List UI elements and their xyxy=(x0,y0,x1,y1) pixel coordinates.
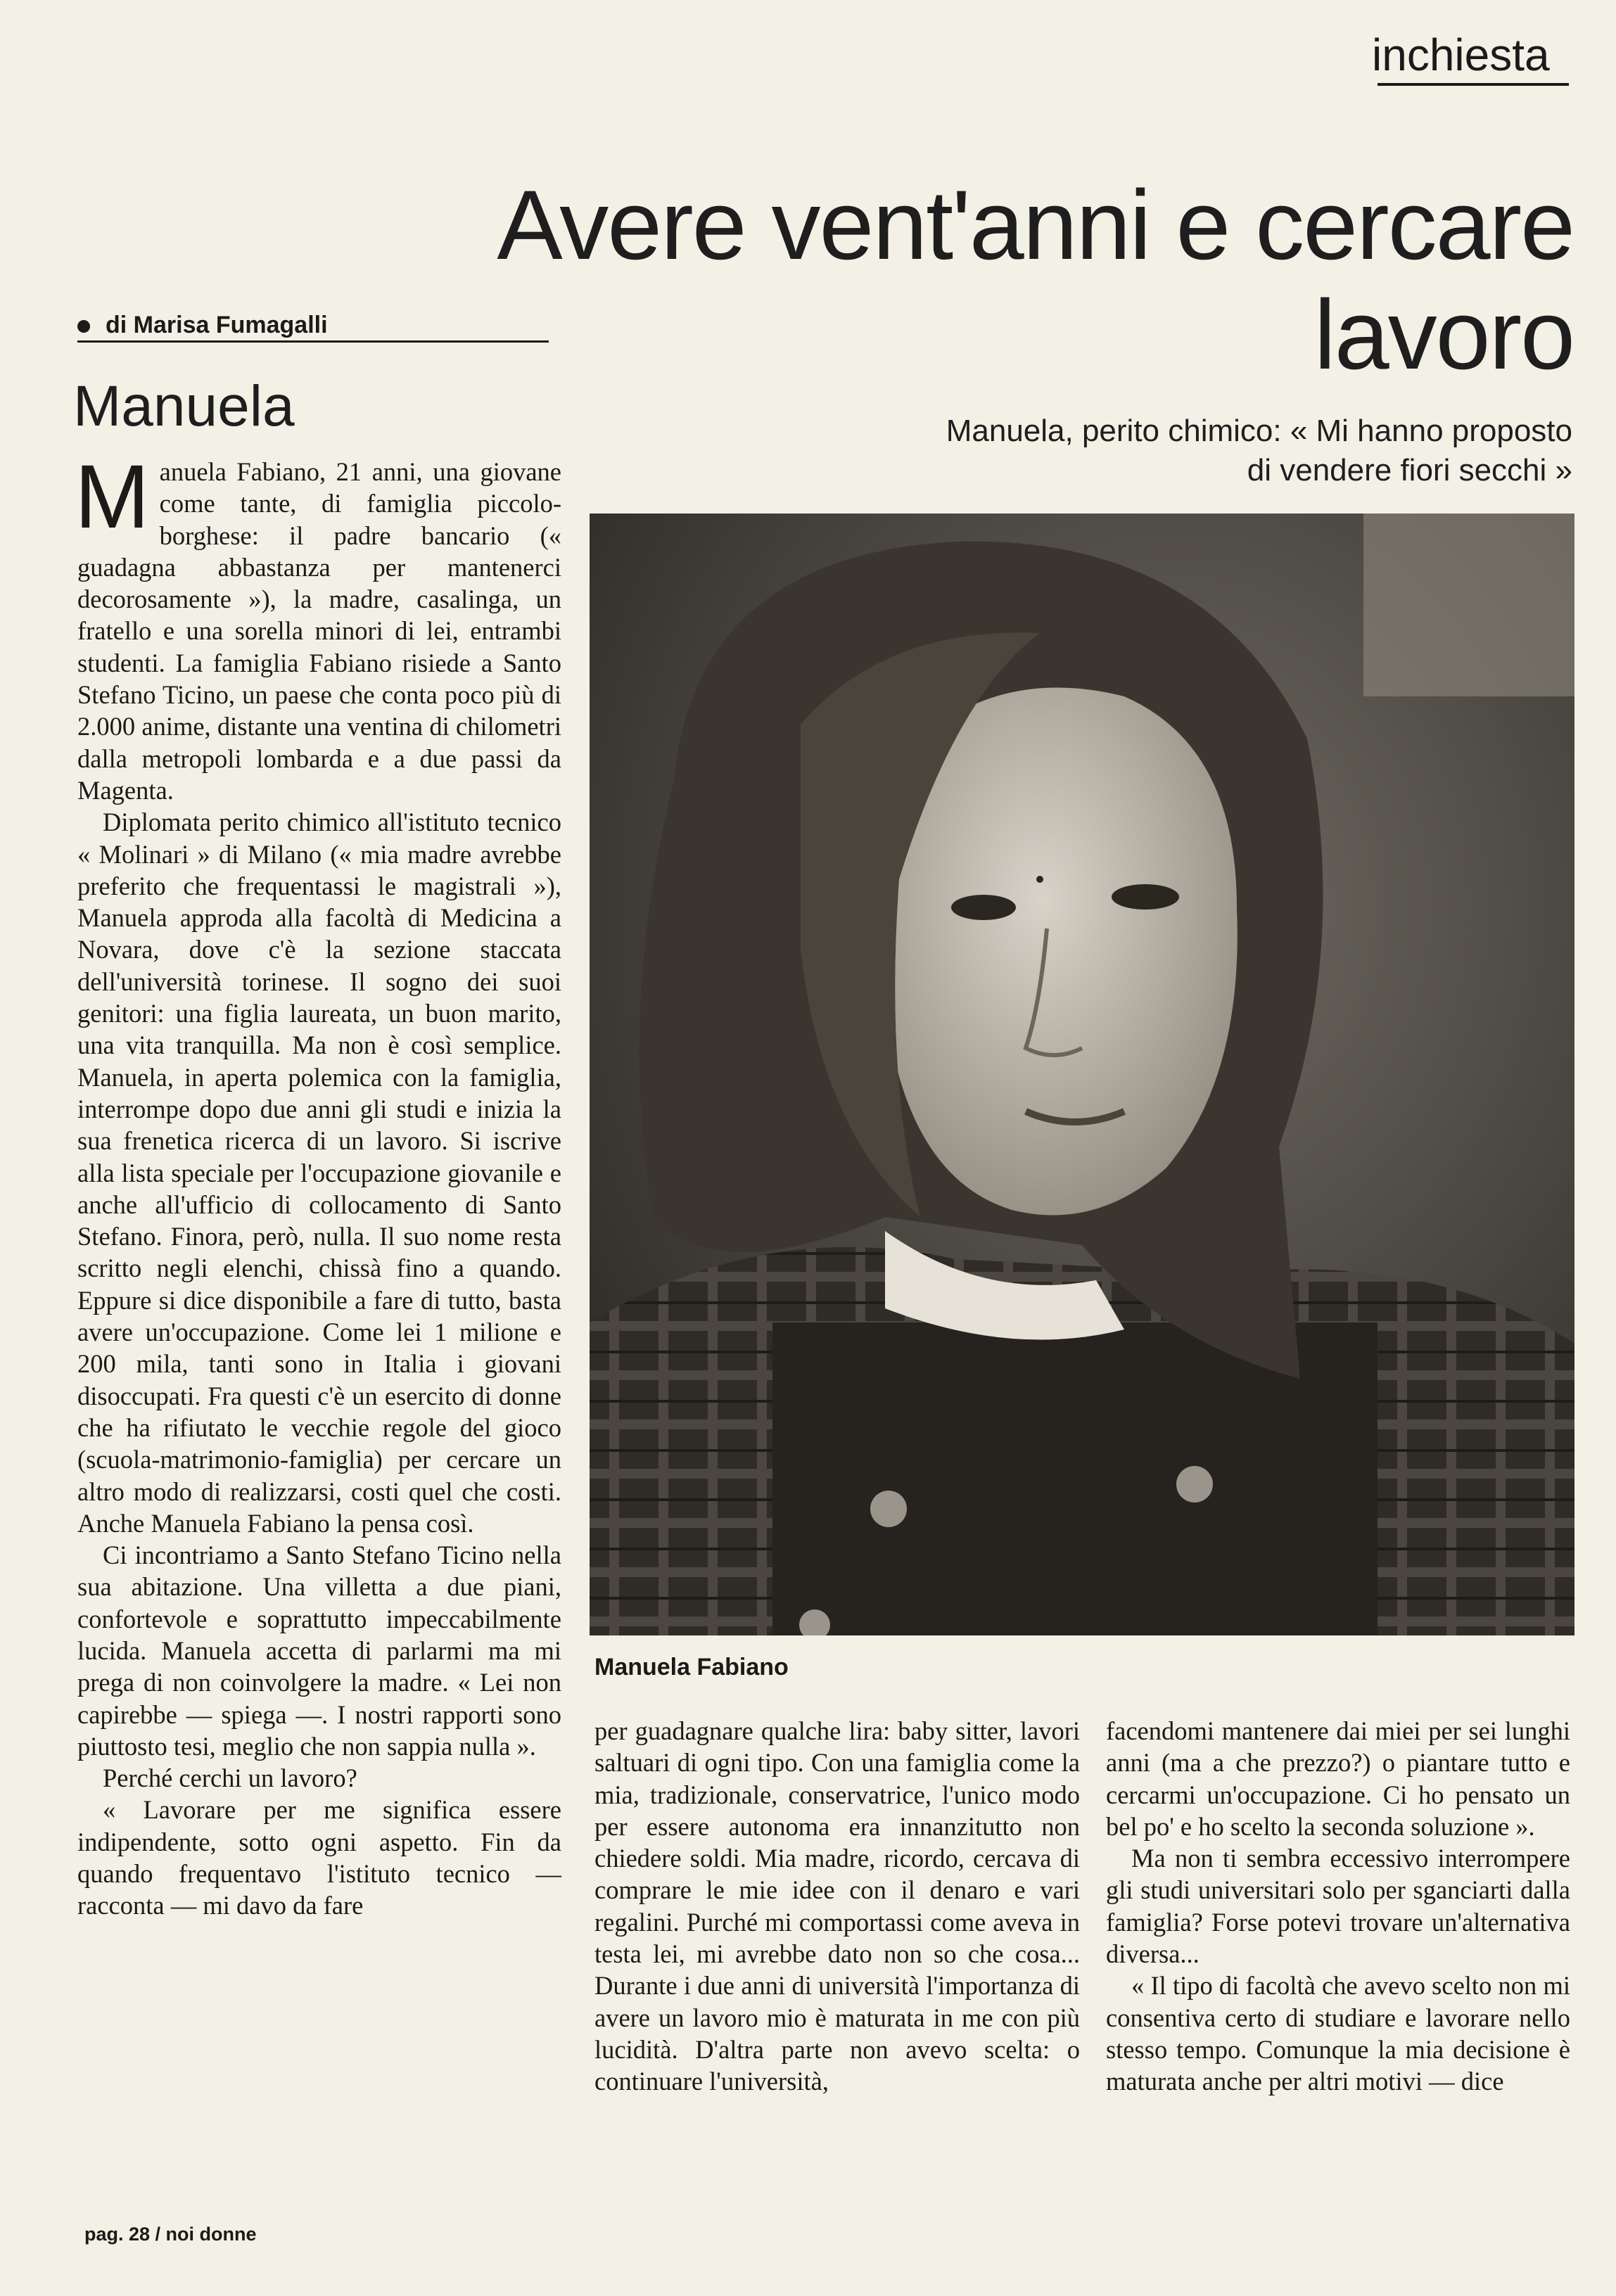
section-tag: inchiesta xyxy=(1372,30,1550,80)
paragraph: per guadagnare qualche lira: baby sitter, lavori saltuari di ogni tipo. Con una famiglia come la mia, tradizionale, conservatrice, l'unico modo per essere autonoma era innanzitutto non chiedere soldi. Mia madre, ricordo, cercava di comprare le mie idee con il denaro e vari regalini. Purché mi comportassi come aveva in testa lei, mi avrebbe dato non so che cosa... Durante i due anni di università l'importanza di avere un lavoro mio è maturata in me con più lucidità. D'altra parte non avevo scelta: o continuare l'università, xyxy=(594,1716,1080,2096)
paragraph: « Il tipo di facoltà che avevo scelto non mi consentiva certo di studiare e lavorare nello stesso tempo. Comunque la mia decisione è maturata anche per altri motivi — dice xyxy=(1106,1971,1570,2096)
title-line-1: Avere vent'anni e cercare xyxy=(497,170,1574,280)
paragraph: facendomi mantenere dai miei per sei lunghi anni (ma a che prezzo?) o piantare tutto e cercarmi un'occupazione. Ci ho pensato un bel po' e ho scelto la seconda soluzione ». xyxy=(1106,1716,1570,1841)
paragraph: « Lavorare per me significa essere indipendente, sotto ogni aspetto. Fin da quando frequentavo l'istituto tecnico — racconta — mi davo da fare xyxy=(77,1795,561,1920)
page-footer: pag. 28 / noi donne xyxy=(84,2224,257,2245)
subheading-line-2: di vendere fiori secchi » xyxy=(1247,453,1572,487)
photo-caption: Manuela Fabiano xyxy=(594,1654,789,1680)
section-tag-rule xyxy=(1378,83,1569,86)
byline-text: di Marisa Fumagalli xyxy=(106,312,328,338)
column-middle xyxy=(594,1715,1080,2098)
paragraph-text: anuela Fabiano, 21 anni, una giovane come tante, di famiglia piccolo-borghese: il padre bancario (« guadagna abbastanza per mantenerci decorosamente »), la madre, casalinga, un fratello e una sorella minori di lei, entrambi studenti. La famiglia Fabiano risiede a Santo Stefano Ticino, un paese che conta poco più di 2.000 anime, distante una ventina di chilometri dalla metropoli lombarda e a due passi da Magenta. xyxy=(77,457,561,805)
drop-cap: M xyxy=(75,447,150,547)
portrait-illustration xyxy=(590,514,1574,1635)
column-right xyxy=(1106,1715,1570,2098)
section-heading: Manuela xyxy=(73,374,295,438)
portrait-photo xyxy=(590,514,1574,1635)
subheading xyxy=(728,412,1572,490)
paragraph: Diplomata perito chimico all'istituto tecnico « Molinari » di Milano (« mia madre avrebbe preferito che frequentassi le magistrali »), Manuela approda alla facoltà di Medicina a Novara, dove c'è la sezione staccata dell'università torinese. Il sogno dei suoi genitori: una figlia laureata, un buon marito, una vita tranquilla. Ma non è così semplice. Manuela, in aperta polemica con la famiglia, interrompe dopo due anni gli studi e inizia la sua frenetica ricerca di un lavoro. Si iscrive alla lista speciale per l'occupazione giovanile e anche all'ufficio di collocamento di Santo Stefano. Finora, però, nulla. Il suo nome resta scritto negli elenchi, chissà fino a quando. Eppure si dice disponibile a fare di tutto, basta avere un'occupazione. Come lei 1 milione e 200 mila, tanti sono in Italia i giovani disoccupati. Fra questi c'è un esercito di donne che ha rifiutato le vecchie regole del gioco (scuola-matrimonio-famiglia) per cercare un altro modo di realizzarsi, costi quel che costi. Anche Manuela Fabiano la pensa così. xyxy=(77,808,561,1538)
question: Ma non ti sembra eccessivo interrompere gli studi universitari solo per sganciarti dalla famiglia? Forse potevi trovare un'alternativa diversa... xyxy=(1106,1844,1570,1969)
paragraph xyxy=(75,447,561,806)
byline-rule xyxy=(77,340,549,343)
column-left xyxy=(75,447,561,1922)
bullet-icon xyxy=(77,320,90,333)
article-title xyxy=(237,169,1574,391)
byline xyxy=(77,310,328,340)
subheading-line-1: Manuela, perito chimico: « Mi hanno proposto xyxy=(946,414,1572,448)
title-line-2: lavoro xyxy=(1313,279,1574,390)
paragraph: Ci incontriamo a Santo Stefano Ticino nella sua abitazione. Una villetta a due piani, confortevole e soprattutto impeccabilmente lucida. Manuela accetta di parlarmi ma mi prega di non coinvolgere la madre. « Lei non capirebbe — spiega —. I nostri rapporti sono piuttosto tesi, meglio che non sappia nulla ». xyxy=(77,1541,561,1761)
question: Perché cerchi un lavoro? xyxy=(103,1764,357,1793)
